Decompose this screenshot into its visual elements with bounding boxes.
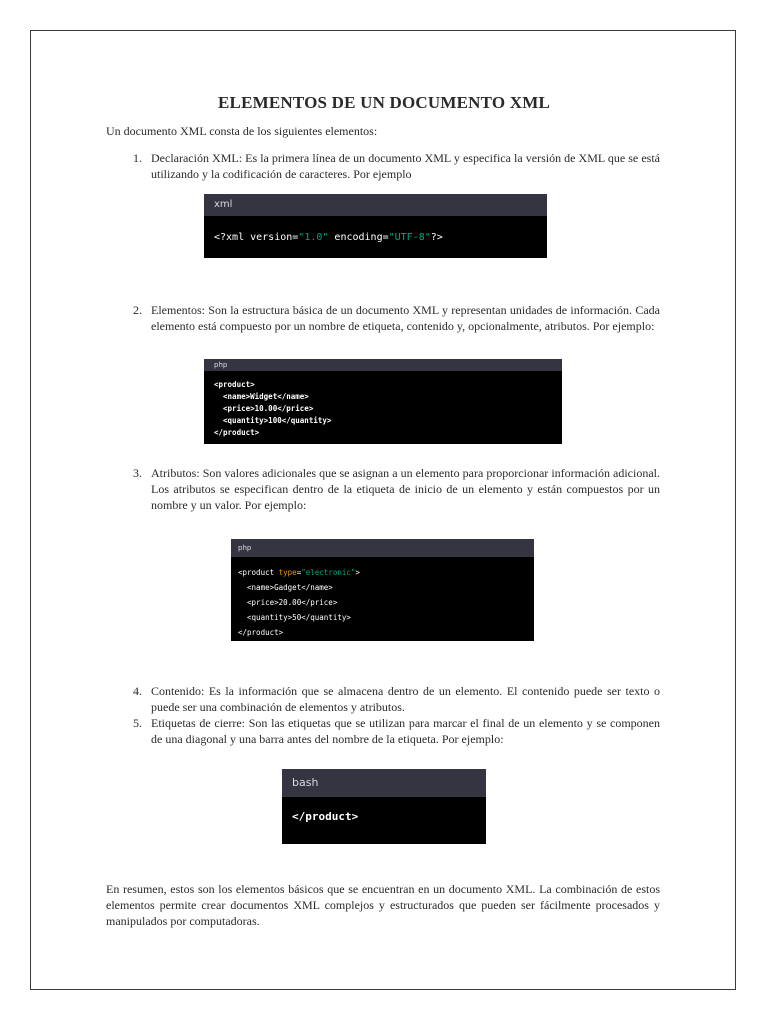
code-token: ?> [430,232,443,243]
code-language-label: xml [204,194,547,216]
code-line [238,565,534,580]
document-title: ELEMENTOS DE UN DOCUMENTO XML [218,93,550,112]
code-block-xml [204,194,547,258]
list-item: Etiquetas de cierre: Son las etiquetas que se utilizan para marcar el final de un elemento y se componen de una diagonal y una barra antes del nombre de la etiqueta. Por ejemplo: [151,716,660,746]
code-line [214,232,547,243]
code-line: <name>Widget</name> [214,392,309,401]
list-item: Elementos: Son la estructura básica de un documento XML y representan unidades de información. Cada elemento está compuesto por un nombre de etiqueta, contenido y, opcionalmente, atributos. Por ejemplo: [151,303,660,333]
code-line: </product> [214,428,260,437]
code-token: = [296,568,302,577]
list-number: 3. [133,466,142,480]
code-token: <?xml version= [214,232,299,243]
list-item: Atributos: Son valores adicionales que se asignan a un elemento para proporcionar información adicional. Los atributos se especifican dentro de la etiqueta de inicio de un elemento y están compuestos por un nombre y un valor. Por ejemplo: [151,466,660,512]
list-item: Declaración XML: Es la primera línea de un documento XML y especifica la versión de XML que se está utilizando y la codificación de caracteres. Por ejemplo [151,151,660,181]
code-block-bash [282,769,486,844]
code-line: </product> [292,810,359,823]
code-language-label: php [204,359,562,371]
code-language-label: bash [282,769,486,797]
code-token-attribute: type [278,568,297,577]
code-token-string: "UTF-8" [388,232,431,243]
code-content [204,216,547,243]
code-token: encoding= [328,232,389,243]
code-line: <product> [214,380,255,389]
code-token: > [355,568,360,577]
list-number: 5. [133,716,142,730]
code-block-php [204,359,562,444]
code-line: <name>Gadget</name> [238,583,333,592]
code-line: <quantity>50</quantity> [238,613,351,622]
list-item: Contenido: Es la información que se almacena dentro de un elemento. El contenido puede ser texto o puede ser una combinación de elementos y atributos. [151,684,660,714]
code-content [282,797,486,823]
code-line: <price>10.00</price> [214,404,314,413]
list-number: 2. [133,303,142,317]
code-content [204,371,562,439]
list-number: 1. [133,151,142,165]
intro-paragraph: Un documento XML consta de los siguientes elementos: [106,124,378,138]
code-language-label: php [231,539,534,557]
code-token: <product [238,568,279,577]
code-line: <price>20.00</price> [238,598,338,607]
list-number: 4. [133,684,142,698]
code-line: </product> [238,628,284,637]
code-token-string: "electronic" [301,568,356,577]
code-token-string: "1.0" [298,232,329,243]
code-block-php-attributes [231,539,534,641]
code-line: <quantity>100</quantity> [214,416,332,425]
summary-paragraph: En resumen, estos son los elementos básicos que se encuentran en un documento XML. La combinación de estos elementos permite crear documentos XML complejos y estructurados que pueden ser fácilmente procesados y manipulados por computadoras. [106,882,660,928]
code-content [231,557,534,640]
